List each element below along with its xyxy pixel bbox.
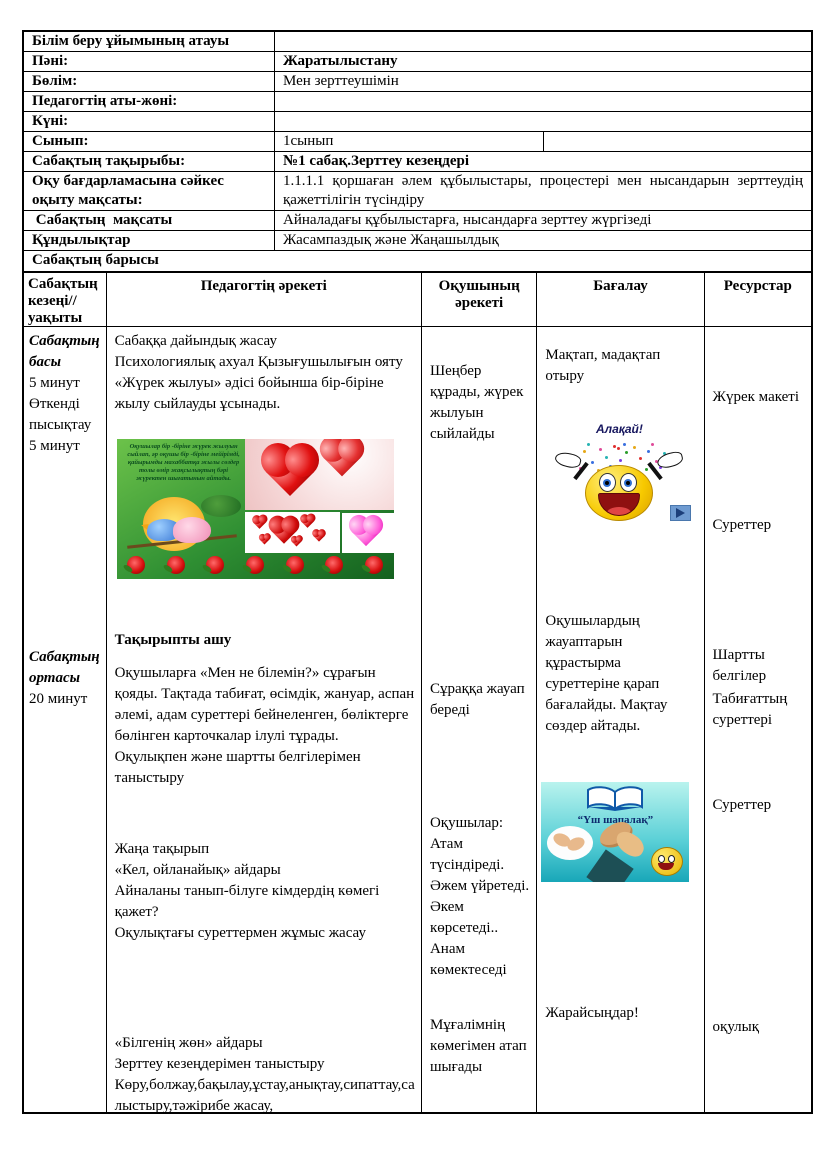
heart-icon bbox=[266, 448, 314, 496]
student-paragraph: Шеңбер құрады, жүрек жылуын сыйлайды bbox=[429, 363, 524, 442]
table-row bbox=[24, 152, 811, 172]
row-value: Жасампаздық және Жаңашылдық bbox=[283, 232, 499, 248]
alaqai-caption: Алақай! bbox=[595, 422, 643, 436]
resource-item: Жүрек макеті bbox=[712, 389, 800, 405]
row-label: Пәні: bbox=[24, 52, 275, 71]
tree-icon bbox=[201, 495, 241, 517]
row-label: Сынып: bbox=[24, 132, 275, 151]
birds-scene bbox=[121, 495, 243, 553]
row-label: Педагогтің аты-жөні: bbox=[24, 92, 275, 111]
student-paragraph: Сұраққа жауап береді bbox=[429, 681, 525, 718]
section-row bbox=[24, 251, 811, 272]
column-header-resources: Ресурстар bbox=[723, 278, 792, 294]
row-label: Бөлім: bbox=[24, 72, 275, 91]
row-label: Құндылықтар bbox=[24, 231, 275, 250]
resource-item: Суреттер bbox=[712, 517, 772, 533]
row-value: Мен зерттеушімін bbox=[283, 73, 399, 89]
student-paragraph: Оқушылар: Атам түсіндіреді. Әжем үйретеді. Әкем көрсетеді.. Анам көмектеседі bbox=[429, 815, 530, 978]
row-label: Сабақтың мақсаты bbox=[24, 211, 275, 230]
pink-heart-icon bbox=[351, 518, 379, 546]
lesson-plan-table bbox=[22, 30, 813, 1114]
assessment-column bbox=[537, 327, 704, 1112]
open-book-icon bbox=[585, 785, 645, 811]
roses-row bbox=[117, 553, 394, 577]
column-header-student: Оқушының әрекеті bbox=[422, 273, 537, 326]
teacher-paragraph: Оқулықтағы суреттермен жұмыс жасау bbox=[114, 925, 366, 941]
table-row bbox=[24, 132, 811, 152]
row-value: 1сынып bbox=[275, 132, 544, 151]
lesson-body-row bbox=[24, 327, 811, 1112]
teacher-paragraph: «Кел, ойланайық» айдары bbox=[114, 862, 281, 878]
teacher-paragraph: Зерттеу кезеңдерімен таныстыру bbox=[114, 1056, 325, 1072]
rose-icon bbox=[127, 556, 145, 574]
stage1-duration: 5 минут bbox=[29, 375, 80, 391]
rose-icon bbox=[325, 556, 343, 574]
row-value: Жаратылыстану bbox=[283, 53, 398, 69]
teacher-paragraph: «Жүрек жылуы» әдісі бойынша бір-біріне жылу сыйлауды ұсынады. bbox=[114, 375, 384, 412]
smiley-face-icon bbox=[651, 847, 683, 876]
stage2-title: Сабақтың ортасы bbox=[29, 649, 100, 686]
heart-icon bbox=[313, 530, 324, 541]
pink-bird-icon bbox=[173, 517, 211, 543]
resource-item: Шартты белгілер bbox=[712, 647, 767, 684]
row-value: 1.1.1.1 қоршаған әлем құбылыстары, процестері мен нысандарын зерттеудің қажеттілігін түсіндіру bbox=[283, 173, 807, 208]
bird-beak-icon bbox=[140, 522, 148, 530]
teacher-paragraph: Айналаны танып-білуге кімдердің көмегі қажет? bbox=[114, 883, 380, 920]
row-label: Күні: bbox=[24, 112, 275, 131]
play-button-icon[interactable] bbox=[670, 505, 691, 521]
smiley-face-icon bbox=[585, 465, 653, 521]
resources-column bbox=[705, 327, 811, 1112]
column-header-teacher: Педагогтің әрекеті bbox=[107, 273, 422, 326]
column-header-assessment: Бағалау bbox=[537, 273, 704, 326]
stage1-note: Өткенді пысықтау bbox=[29, 396, 92, 433]
alaqai-praise-image bbox=[541, 417, 697, 525]
teacher-paragraph: Көру,болжау,бақылау,ұстау,анықтау,сипаттау,салыстыру,тәжірибе жасау, bbox=[114, 1077, 415, 1112]
table-row bbox=[24, 52, 811, 72]
row-value: Айналадағы құбылыстарға, нысандарға зерттеу жүргізеді bbox=[283, 212, 652, 228]
teacher-paragraph: Оқушыларға «Мен не білемін?» сұрағын қояды. Тақтада табиғат, өсімдік, жануар, аспан әлемі, адам суреттері бейнеленген, бөліктерге бөлінген карточкалар ілулі тұрады. bbox=[114, 665, 415, 744]
table-row bbox=[24, 211, 811, 231]
rose-icon bbox=[167, 556, 185, 574]
collage-caption: Оқушылар бір -біріне жүрек жылуын сыйлап, әр оқушы бір -біріне мейірімді, қайырымды махаббатқа жылы сөздер толы өмір жақсылықтың бәрі жүректен шығатынын айтады. bbox=[127, 443, 240, 482]
red-hearts-photo bbox=[245, 439, 394, 510]
teacher-actions-column bbox=[107, 327, 422, 1112]
resource-item: Табиғаттың суреттері bbox=[712, 691, 788, 728]
section-title: Сабақтың барысы bbox=[32, 252, 159, 268]
teacher-paragraph: Оқулықпен және шартты белгілерімен таныстыру bbox=[114, 749, 361, 786]
teacher-paragraph: «Білгенің жөн» айдары bbox=[114, 1035, 263, 1051]
rose-icon bbox=[206, 556, 224, 574]
rose-icon bbox=[365, 556, 383, 574]
smiley-glove-icon bbox=[554, 450, 583, 470]
heart-icon bbox=[301, 515, 314, 528]
assessment-paragraph: Оқушылардың жауаптарын құрастырма суреттеріне қарап бағалайды. Мақтау сөздер айтады. bbox=[545, 613, 668, 734]
table-row bbox=[24, 231, 811, 251]
rose-icon bbox=[286, 556, 304, 574]
rose-icon bbox=[246, 556, 264, 574]
heart-icon bbox=[291, 537, 301, 547]
heart-icon bbox=[323, 440, 360, 477]
row-value: №1 сабақ.Зерттеу кезеңдері bbox=[283, 153, 470, 169]
smiley-glove-icon bbox=[656, 450, 685, 470]
row-value bbox=[275, 32, 811, 51]
ush-shapalaq-caption: “Үш шапалақ” bbox=[577, 814, 654, 826]
table-row bbox=[24, 32, 811, 52]
ush-shapalaq-image bbox=[541, 782, 689, 882]
teacher-paragraph: Психологиялық ахуал Қызығушылығын ояту bbox=[114, 354, 403, 370]
columns-header-row bbox=[24, 272, 811, 327]
mini-hearts-panel bbox=[245, 512, 340, 553]
table-row bbox=[24, 72, 811, 92]
table-row bbox=[24, 172, 811, 211]
stage1-duration2: 5 минут bbox=[29, 438, 80, 454]
table-row bbox=[24, 112, 811, 132]
assessment-paragraph: Жарайсыңдар! bbox=[545, 1005, 639, 1021]
row-value bbox=[275, 92, 811, 111]
heart-icon bbox=[253, 516, 266, 529]
confetti-icon bbox=[617, 447, 620, 450]
assessment-paragraph: Мақтап, мадақтап отыру bbox=[545, 347, 661, 384]
stage1-title: Сабақтың басы bbox=[29, 333, 100, 370]
resource-item: Суреттер bbox=[712, 797, 772, 813]
pink-heart-panel bbox=[342, 513, 394, 553]
row-label: Сабақтың тақырыбы: bbox=[24, 152, 275, 171]
student-paragraph: Мұғалімнің көмегімен атап шығады bbox=[429, 1017, 527, 1075]
stage-column bbox=[24, 327, 107, 1112]
teacher-paragraph: Жаңа тақырып bbox=[114, 841, 210, 857]
teacher-paragraph: Сабаққа дайындық жасау bbox=[114, 333, 277, 349]
hands-circle-icon bbox=[547, 826, 593, 860]
teacher-heading: Тақырыпты ашу bbox=[114, 632, 232, 648]
student-actions-column bbox=[422, 327, 537, 1112]
stage2-duration: 20 минут bbox=[29, 691, 88, 707]
table-row bbox=[24, 92, 811, 112]
column-header-stage: Сабақтың кезеңі// уақыты bbox=[24, 273, 107, 326]
row-value-extra bbox=[544, 132, 812, 151]
heart-icon bbox=[259, 535, 269, 545]
row-value bbox=[275, 112, 811, 131]
resource-item: оқулық bbox=[712, 1019, 760, 1035]
row-label: Білім беру ұйымының атауы bbox=[24, 32, 275, 51]
row-label: Оқу бағдарламасына сәйкес оқыту мақсаты: bbox=[24, 172, 275, 210]
hearts-collage-image bbox=[117, 439, 394, 579]
